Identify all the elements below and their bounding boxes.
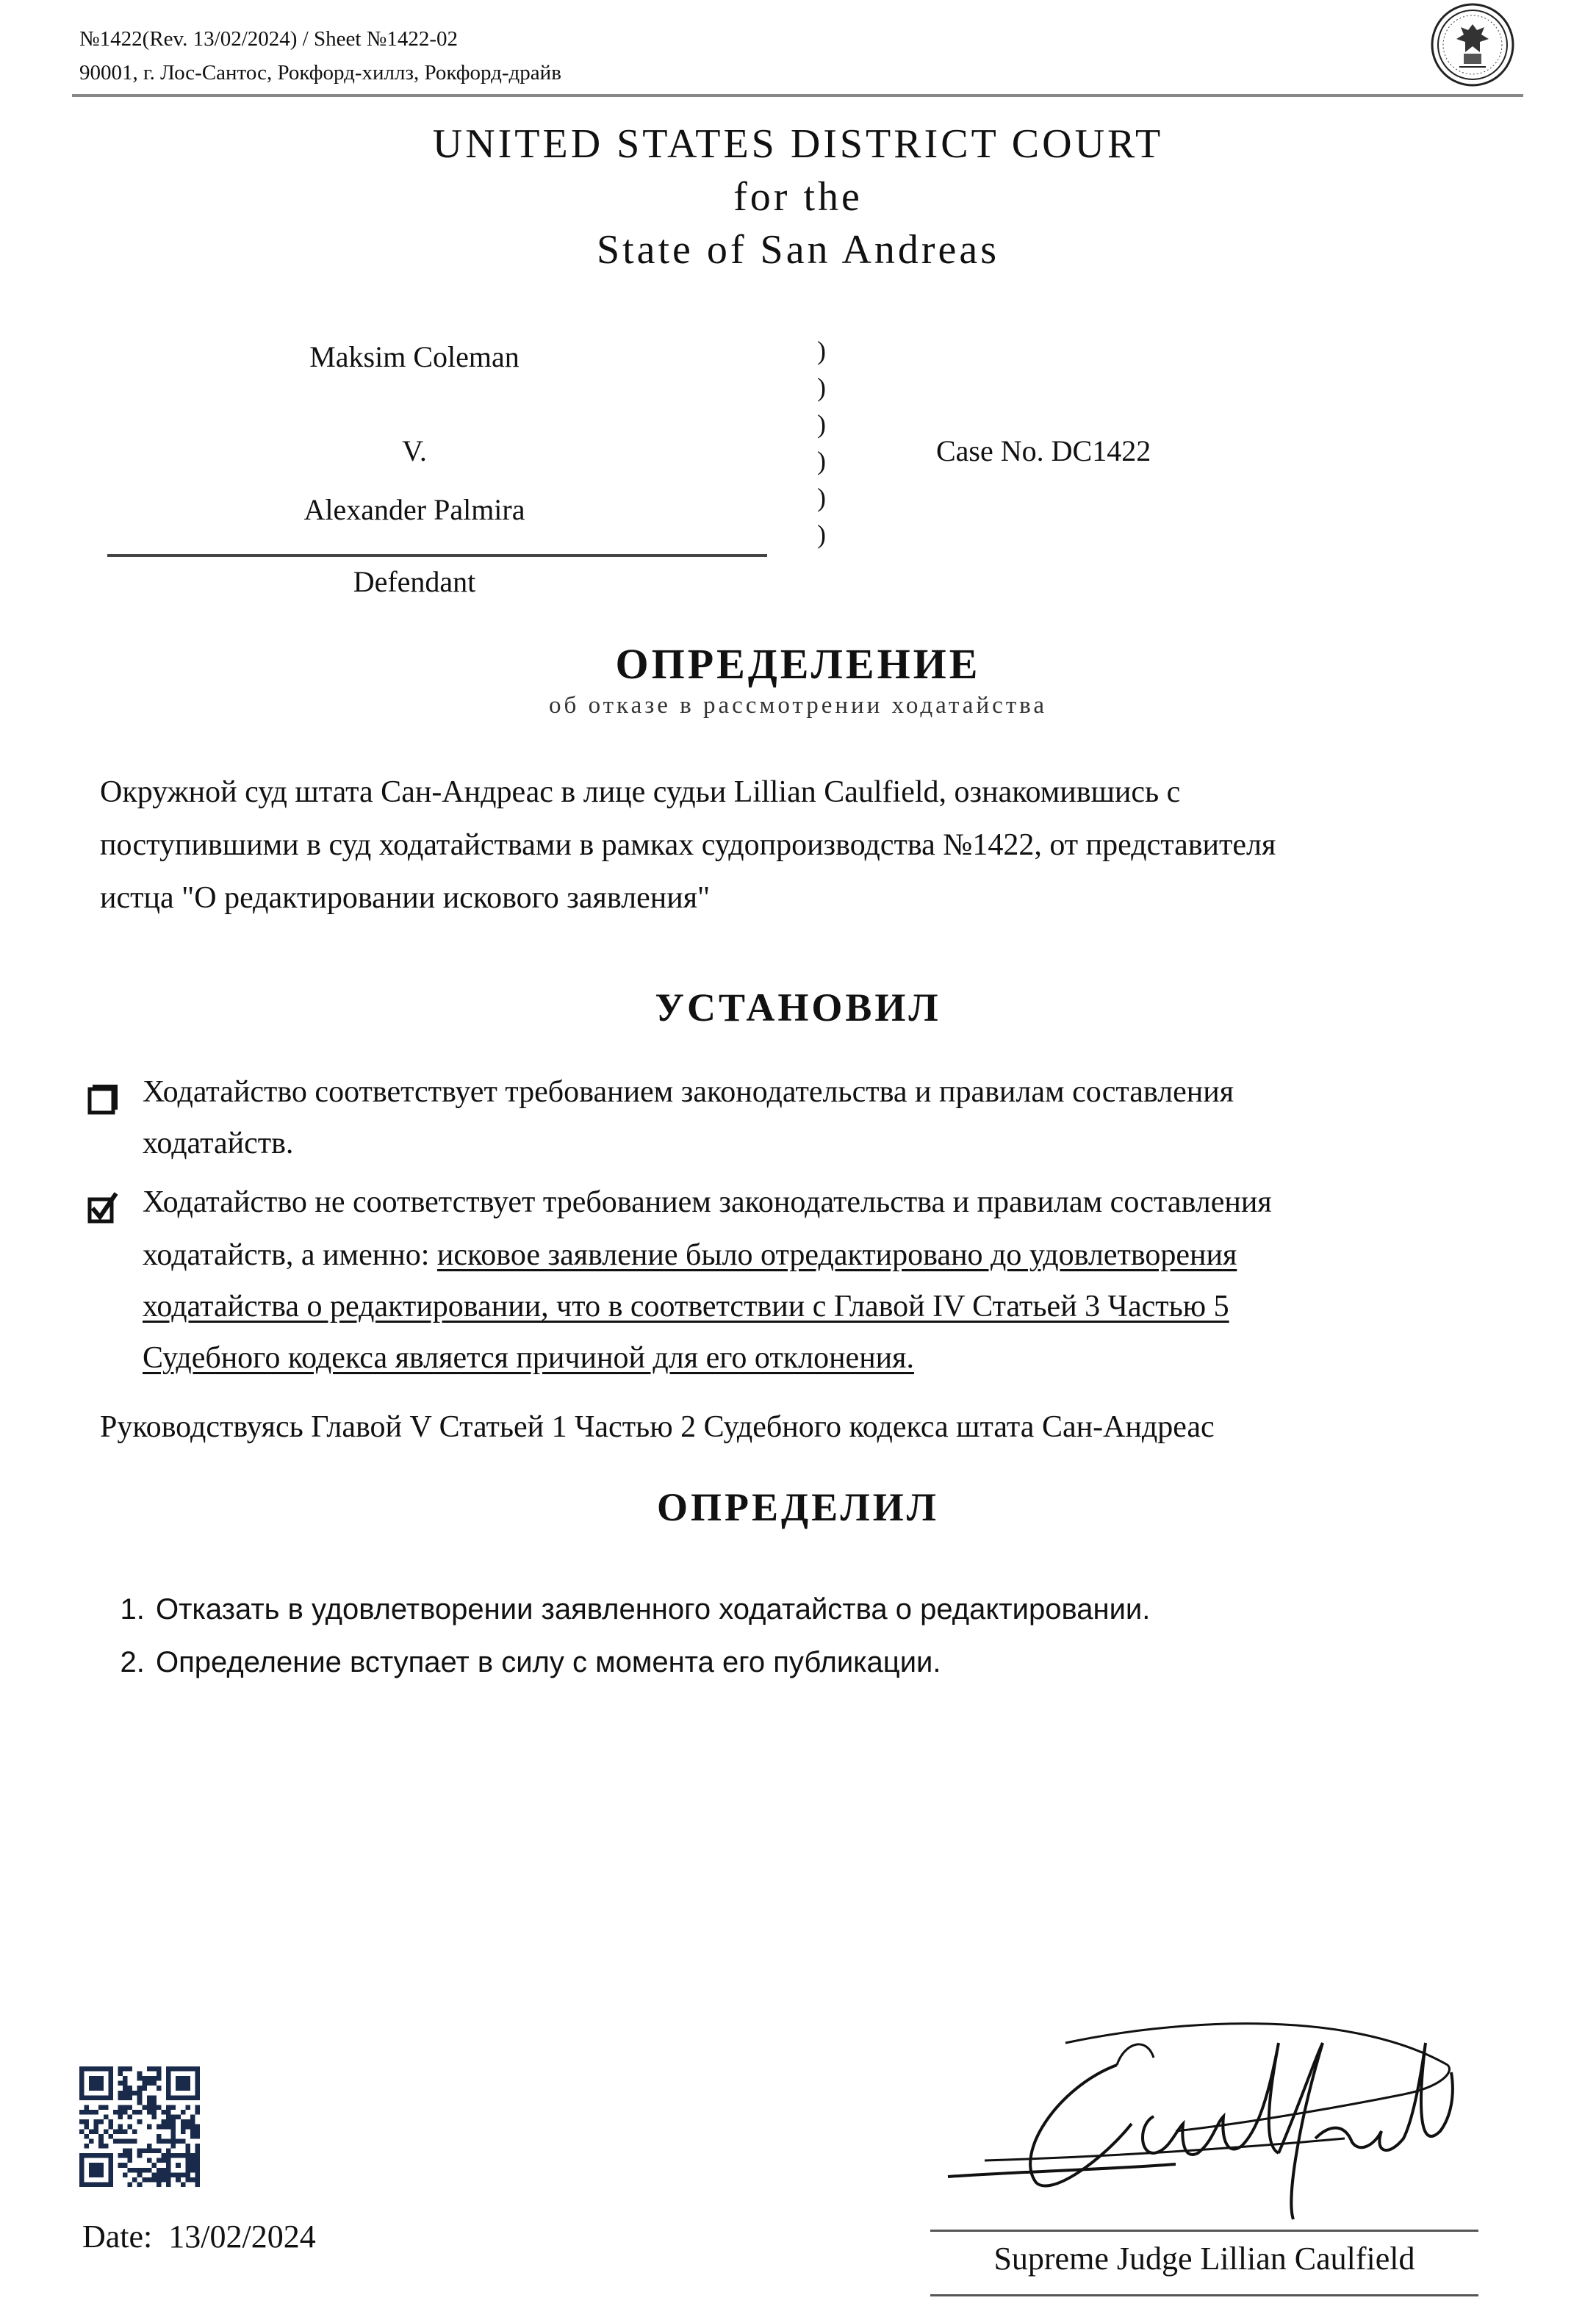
document-subtitle: об отказе в рассмотрении ходатайства [549,692,1047,719]
defendant-role: Defendant [353,565,476,598]
decision-item: 1. Отказать в удовлетворении заявленного ходатайства о редактировании. [153,1583,1150,1636]
versus-label: V. [402,434,427,467]
court-for: for the [733,174,863,220]
decision-list [100,1583,1150,1689]
header-divider [72,94,1523,97]
plaintiff-name: Maksim Coleman [309,340,520,373]
court-address: 90001, г. Лос-Сантос, Рокфорд-хиллз, Рокфорд-драйв [79,61,561,85]
caption-rule [107,554,767,557]
judge-underline [930,2294,1478,2296]
option2-prefix: ходатайств, а именно: [143,1238,437,1272]
date-label: Date: [82,2219,153,2255]
option2-reason-line: Судебного кодекса является причиной для его отклонения. [143,1341,914,1375]
sheet-number: №1422(Rev. 13/02/2024) / Sheet №1422-02 [79,27,458,51]
court-name: UNITED STATES DISTRICT COURT [432,121,1164,167]
established-heading: УСТАНОВИЛ [655,985,941,1030]
caption-paren: ) [817,336,826,365]
guided-by-text: Руководствуясь Главой V Статьей 1 Частью 2 Судебного кодекса штата Сан-Андреас [100,1410,1215,1444]
option1-line: ходатайств. [143,1127,294,1160]
decided-heading: ОПРЕДЕЛИЛ [657,1485,939,1529]
option2-line: Ходатайство не соответствует требованием законодательства и правилам составления [143,1185,1272,1219]
checkbox-unchecked-icon [85,1083,119,1117]
intro-line: Окружной суд штата Сан-Андреас в лице судьи Lillian Caulfield, ознакомившись с [100,775,1181,809]
case-number: Case No. DC1422 [936,434,1151,467]
defendant-name: Alexander Palmira [303,493,525,526]
option2-reason: исковое заявление было отредактировано до удовлетворения [436,1238,1237,1272]
signature-line [930,2230,1478,2232]
judge-signature [933,2014,1462,2234]
checkbox-checked-icon [85,1192,119,1226]
caption-paren: ) [817,409,826,439]
caption-paren: ) [817,373,826,402]
date-line [82,2218,316,2255]
court-state: State of San Andreas [596,227,1000,273]
option1-line: Ходатайство соответствует требованием законодательства и правилам составления [143,1075,1234,1109]
option2-line [143,1229,1237,1282]
caption-paren: ) [817,446,826,475]
caption-paren: ) [817,520,826,549]
document-title: ОПРЕДЕЛЕНИЕ [615,640,981,688]
judge-name: Supreme Judge Lillian Caulfield [993,2241,1415,2277]
option2-reason-line: ходатайства о редактировании, что в соответствии с Главой IV Статьей 3 Частью 5 [143,1290,1229,1323]
caption-paren: ) [817,483,826,512]
intro-line: поступившими в суд ходатайствами в рамках судопроизводства №1422, от представителя [100,828,1276,862]
court-seal-icon [1430,2,1515,87]
date-value: 13/02/2024 [168,2219,316,2255]
decision-item: 2. Определение вступает в силу с момента его публикации. [153,1636,1150,1689]
intro-line: истца "О редактировании искового заявления" [100,881,711,915]
qr-code-icon [79,2066,200,2187]
